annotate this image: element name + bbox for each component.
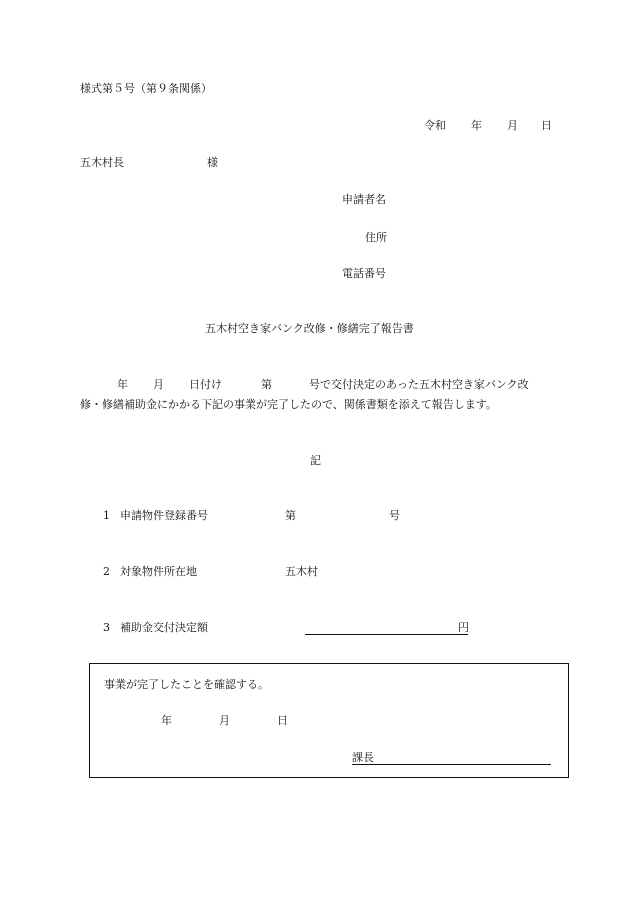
form-number: 様式第５号（第９条関係） <box>80 82 212 95</box>
confirm-text: 事業が完了したことを確認する。 <box>104 678 269 691</box>
date-year-unit: 年 <box>471 119 482 132</box>
signature-underline <box>352 764 551 765</box>
document-title: 五木村空き家バンク改修・修繕完了報告書 <box>205 322 414 335</box>
item-suffix: 号 <box>389 509 400 522</box>
addressee-suffix: 様 <box>207 156 218 169</box>
date-day-unit: 日 <box>541 119 552 132</box>
signer-label: 課長 <box>352 751 374 764</box>
body-line1: 号で交付決定のあった五木村空き家バンク改 <box>309 378 529 391</box>
body-line2: 修・修繕補助金にかかる下記の事業が完了したので、関係書類を添えて報告します。 <box>80 398 497 411</box>
applicant-name-label: 申請者名 <box>342 193 386 206</box>
applicant-phone-label: 電話番号 <box>342 267 386 280</box>
item-label: 補助金交付決定額 <box>120 621 208 634</box>
body-month-unit: 月 <box>153 378 164 391</box>
body-year-unit: 年 <box>117 378 128 391</box>
item-number: 1 <box>103 509 110 522</box>
addressee-name: 五木村長 <box>80 156 124 169</box>
item-unit: 円 <box>458 621 469 634</box>
date-month-unit: 月 <box>507 119 518 132</box>
item-label: 申請物件登録番号 <box>120 509 208 522</box>
item-prefix: 第 <box>285 509 296 522</box>
ki-heading: 記 <box>310 454 321 467</box>
amount-underline <box>305 634 468 635</box>
body-date-suffix: 日付け <box>189 378 222 391</box>
body-number-prefix: 第 <box>261 378 272 391</box>
applicant-address-label: 住所 <box>365 231 387 244</box>
confirm-month-unit: 月 <box>219 714 230 727</box>
confirm-year-unit: 年 <box>161 714 172 727</box>
confirm-day-unit: 日 <box>277 714 288 727</box>
item-label: 対象物件所在地 <box>120 565 197 578</box>
item-value: 五木村 <box>285 565 318 578</box>
item-number: 3 <box>103 621 110 634</box>
date-era: 令和 <box>424 119 446 132</box>
item-number: 2 <box>103 565 110 578</box>
